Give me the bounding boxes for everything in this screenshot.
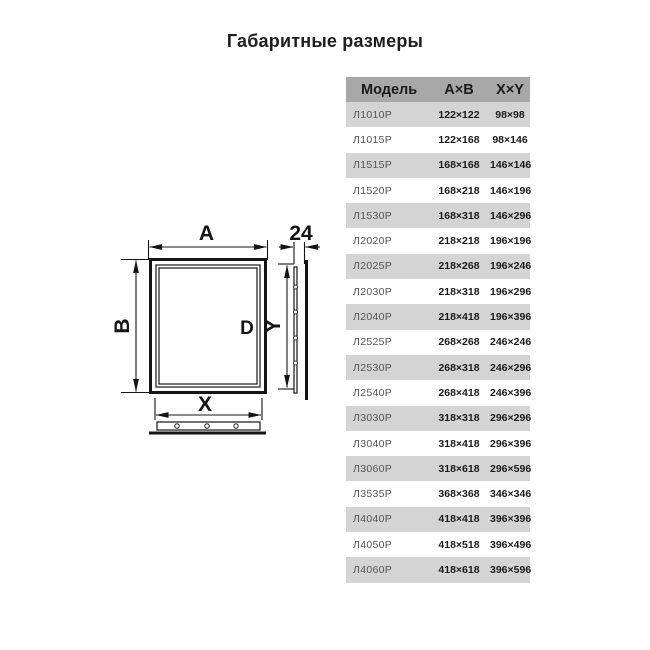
model-cell: Л4060Р (353, 563, 393, 576)
model-cell: Л1015Р (353, 133, 393, 146)
ab-cell: 418×518 (438, 538, 480, 551)
table-row (346, 279, 530, 304)
xy-cell: 396×596 (490, 563, 532, 576)
xy-cell: 146×146 (490, 159, 532, 172)
model-cell: Л1520Р (353, 184, 393, 197)
ab-cell: 368×368 (438, 488, 480, 501)
dim-label-depth: 24 (289, 222, 313, 245)
bottom-view (149, 393, 266, 433)
ab-cell: 122×122 (438, 108, 480, 121)
table-rows (346, 102, 530, 583)
xy-cell: 146×296 (490, 209, 532, 222)
ab-cell: 268×318 (438, 361, 480, 374)
ab-cell: 418×618 (438, 563, 480, 576)
table-row (346, 532, 530, 557)
xy-cell: 98×146 (492, 133, 528, 146)
table-row (346, 406, 530, 431)
column-header-model: Модель (361, 81, 418, 98)
xy-cell: 196×196 (490, 235, 532, 248)
table-row (346, 254, 530, 279)
dimensions-drawing (108, 218, 342, 452)
ab-cell: 168×218 (438, 184, 480, 197)
ab-cell: 218×418 (438, 311, 480, 324)
dim-label-x: X (197, 393, 213, 416)
xy-cell: 98×98 (495, 108, 525, 121)
ab-cell: 268×268 (438, 336, 480, 349)
table-row (346, 304, 530, 329)
xy-cell: 246×246 (490, 336, 532, 349)
column-header-ab: А×В (444, 81, 474, 98)
model-cell: Л1010Р (353, 108, 393, 121)
table-row (346, 380, 530, 405)
model-cell: Л1530Р (353, 209, 393, 222)
dim-label-a: A (198, 222, 215, 245)
model-cell: Л3030Р (353, 412, 393, 425)
table-row (346, 456, 530, 481)
xy-cell: 196×296 (490, 285, 532, 298)
ab-cell: 318×618 (438, 462, 480, 475)
ab-cell: 318×318 (438, 412, 480, 425)
xy-cell: 396×396 (490, 513, 532, 526)
xy-cell: 296×596 (490, 462, 532, 475)
table-row (346, 102, 530, 127)
ab-cell: 318×418 (438, 437, 480, 450)
xy-cell: 296×396 (490, 437, 532, 450)
dim-label-b: B (111, 318, 134, 334)
model-cell: Л2540Р (353, 386, 393, 399)
model-cell: Л2530Р (353, 361, 393, 374)
ab-cell: 218×318 (438, 285, 480, 298)
table-row (346, 203, 530, 228)
size-table (346, 77, 530, 583)
table-row (346, 228, 530, 253)
dimension-a (149, 222, 268, 260)
table-row (346, 330, 530, 355)
ab-cell: 168×168 (438, 159, 480, 172)
front-view (151, 260, 266, 393)
model-cell: Л2525Р (353, 336, 393, 349)
ab-cell: 218×218 (438, 235, 480, 248)
xy-cell: 346×346 (490, 488, 532, 501)
side-view (262, 222, 320, 400)
xy-cell: 396×496 (490, 538, 532, 551)
xy-cell: 196×246 (490, 260, 532, 273)
model-cell: Л2020Р (353, 235, 393, 248)
model-cell: Л2030Р (353, 285, 393, 298)
page-title: Габаритные размеры (226, 31, 424, 51)
dim-label-y: Y (262, 318, 285, 334)
ab-cell: 218×268 (438, 260, 480, 273)
ab-cell: 122×168 (438, 133, 480, 146)
xy-cell: 296×296 (490, 412, 532, 425)
table-row (346, 557, 530, 582)
xy-cell: 246×296 (490, 361, 532, 374)
model-cell: Л1515Р (353, 159, 393, 172)
model-cell: Л3060Р (353, 462, 393, 475)
ab-cell: 168×318 (438, 209, 480, 222)
model-cell: Л2040Р (353, 311, 393, 324)
ab-cell: 268×418 (438, 386, 480, 399)
model-cell: Л3535Р (353, 488, 393, 501)
table-row (346, 431, 530, 456)
table-row (346, 355, 530, 380)
model-cell: Л2025Р (353, 260, 393, 273)
model-cell: Л4040Р (353, 513, 393, 526)
table-row (346, 127, 530, 152)
xy-cell: 146×196 (490, 184, 532, 197)
table-header (346, 77, 530, 102)
model-cell: Л4050Р (353, 538, 393, 551)
table-row (346, 153, 530, 178)
column-header-xy: Х×Y (496, 81, 524, 98)
model-cell: Л3040Р (353, 437, 393, 450)
xy-cell: 196×396 (490, 311, 532, 324)
dimension-b (111, 260, 152, 393)
table-row (346, 507, 530, 532)
table-row (346, 178, 530, 203)
ab-cell: 418×418 (438, 513, 480, 526)
xy-cell: 246×396 (490, 386, 532, 399)
table-row (346, 481, 530, 506)
handle-icon: D (240, 318, 254, 339)
